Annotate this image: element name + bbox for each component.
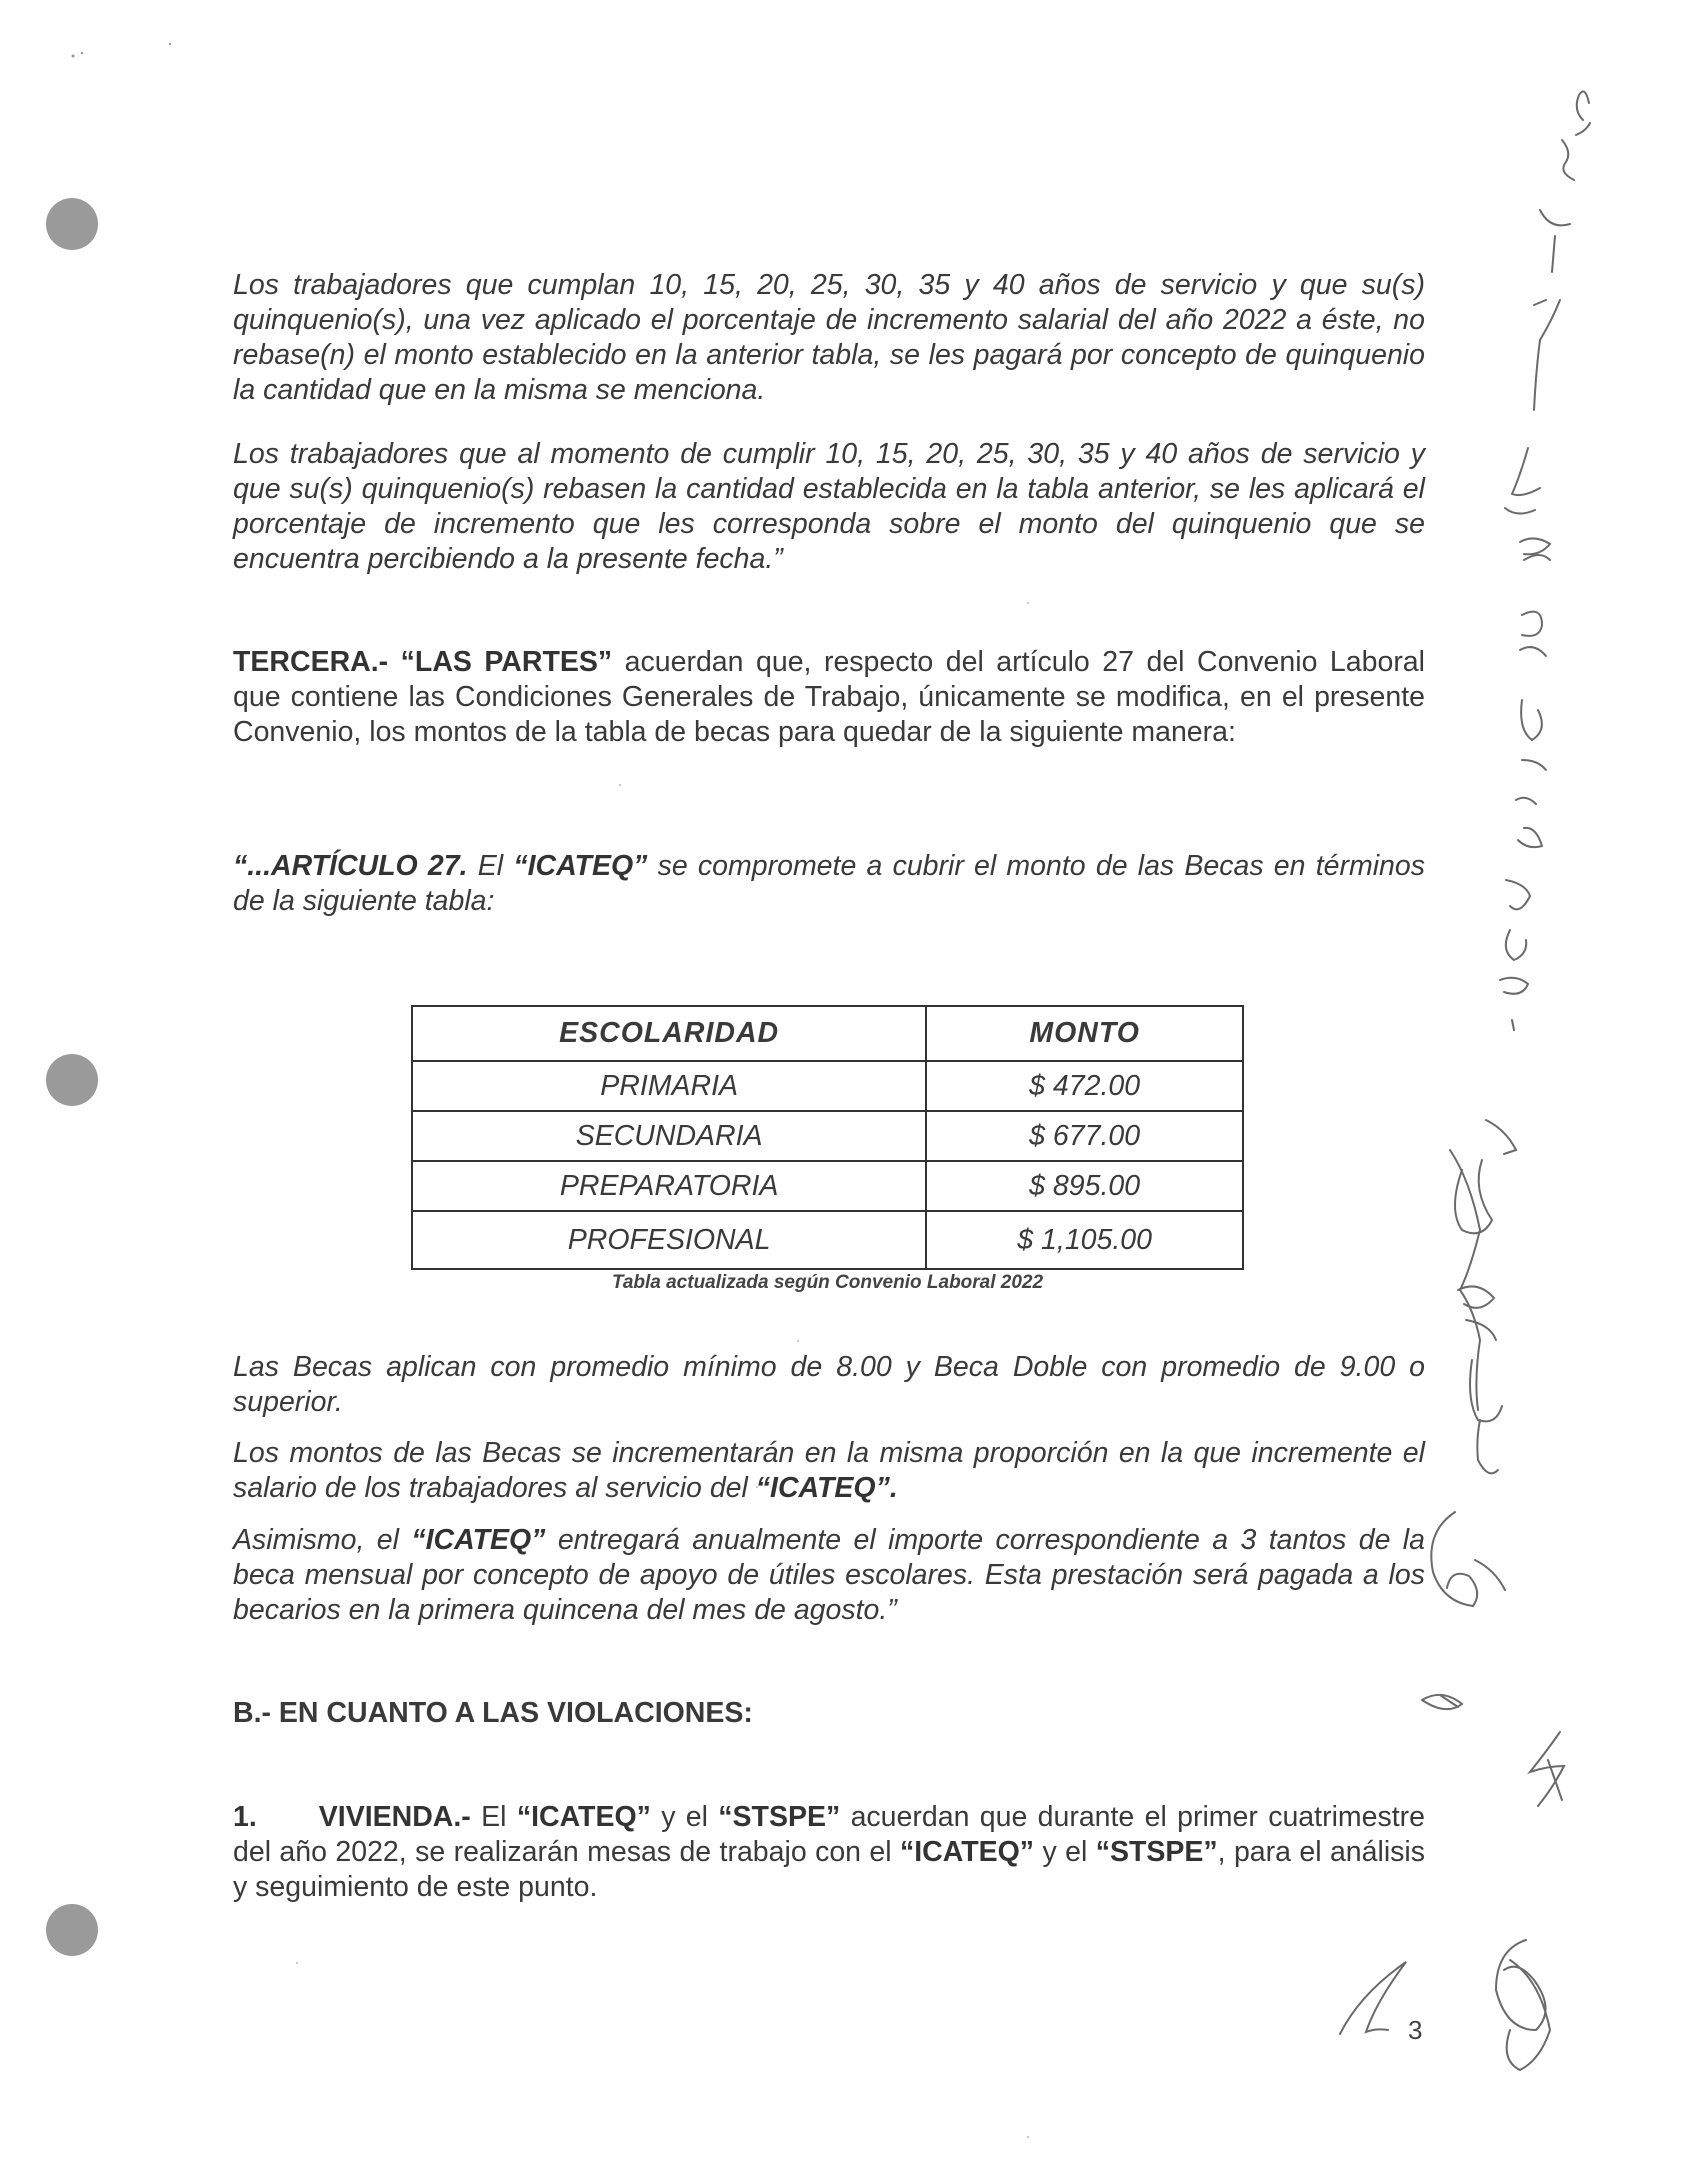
vivienda-text: , para el análisis y seguimiento de este punto. [233,1836,1426,1903]
clause-tercera-label: TERCERA.- “LAS PARTES” [233,646,613,678]
cell-escolaridad: SECUNDARIA [412,1111,926,1161]
cell-monto: $ 677.00 [926,1111,1243,1161]
clause-tercera [233,645,1425,750]
becas-table-header-row [412,1006,1243,1061]
articulo-27-text: se compromete a cubrir el monto de las Becas en términos de la siguiente tabla: [233,850,1425,917]
cell-monto: $ 895.00 [926,1161,1243,1211]
vivienda-number: 1. [233,1801,257,1833]
cell-monto: $ 1,105.00 [926,1211,1243,1269]
vivienda-entity: “STSPE” [718,1801,841,1833]
becas-paragraph-3-pre: Asimismo, el [233,1524,412,1556]
becas-paragraph-3-text: entregará anualmente el importe correspondiente a 3 tantos de la beca mensual por concepto de apoyo de útiles escolares. Esta prestación será pagada a los becarios en la primera quincena del mes de agosto.” [233,1524,1425,1626]
becas-table [411,1005,1244,1270]
becas-paragraph-2 [233,1436,1425,1506]
paragraph-quinquenio-1: Los trabajadores que cumplan 10, 15, 20, 25, 30, 35 y 40 años de servicio y que su(s) quinquenio(s), una vez aplicado el porcentaje de incremento salarial del año 2022 a éste, no rebase(n) el monto establecido en la anterior tabla, se les pagará por concepto de quinquenio la cantidad que en la misma se menciona. [233,269,1425,406]
header-monto: MONTO [926,1006,1243,1061]
becas-paragraph-1: Las Becas aplican con promedio mínimo de 8.00 y Beca Doble con promedio de 9.00 o superior. [233,1351,1425,1418]
becas-paragraph-3-entity: “ICATEQ” [411,1524,546,1556]
cell-monto: $ 472.00 [926,1061,1243,1111]
vivienda-entity: “STSPE” [1095,1836,1218,1868]
violaciones-heading: B.- EN CUANTO A LAS VIOLACIONES: [233,1697,753,1729]
becas-paragraph-3 [233,1523,1425,1628]
paragraph-quinquenio-2: Los trabajadores que al momento de cumplir 10, 15, 20, 25, 30, 35 y 40 años de servicio y que su(s) quinquenio(s) rebasen la cantidad establecida en la tabla anterior, se les aplicará el porcentaje de incremento que les corresponda sobre el monto del quinquenio que se encuentra percibiendo a la presente fecha.” [233,438,1425,575]
clause-tercera-text: acuerdan que, respecto del artículo 27 del Convenio Laboral que contiene las Condiciones Generales de Trabajo, únicamente se modifica, en el presente Convenio, los montos de la tabla de becas para quedar de la siguiente manera: [233,646,1425,748]
table-row [412,1061,1243,1111]
vivienda-entity: “ICATEQ” [516,1801,651,1833]
table-row [412,1211,1243,1269]
cell-escolaridad: PROFESIONAL [412,1211,926,1269]
header-escolaridad: ESCOLARIDAD [412,1006,926,1061]
vivienda-entity: “ICATEQ” [900,1836,1035,1868]
cell-escolaridad: PREPARATORIA [412,1161,926,1211]
articulo-27-entity: “ICATEQ” [513,850,648,882]
vivienda-text: y el [650,1801,719,1833]
articulo-27-label: “...ARTÍCULO 27. [233,850,468,882]
table-row [412,1161,1243,1211]
cell-escolaridad: PRIMARIA [412,1061,926,1111]
vivienda-text: y el [1034,1836,1096,1868]
articulo-27-pre: El [467,850,514,882]
becas-table-wrapper [411,1005,1244,1270]
clause-vivienda [233,1800,1425,1905]
vivienda-text: El [470,1801,517,1833]
becas-table-caption: Tabla actualizada según Convenio Laboral 2022 [611,1272,1044,1293]
becas-paragraph-2-entity: “ICATEQ”. [755,1472,898,1504]
vivienda-text: acuerdan que durante el primer cuatrimestre del año 2022, se realizarán mesas de trabajo con el [233,1801,1425,1868]
becas-paragraph-2-text: Los montos de las Becas se incrementarán en la misma proporción en la que incremente el salario de los trabajadores al servicio del [233,1437,1425,1504]
articulo-27-intro [233,849,1425,919]
table-row [412,1111,1243,1161]
page-number: 3 [1408,2015,1423,2045]
vivienda-label: VIVIENDA.- [318,1801,471,1833]
